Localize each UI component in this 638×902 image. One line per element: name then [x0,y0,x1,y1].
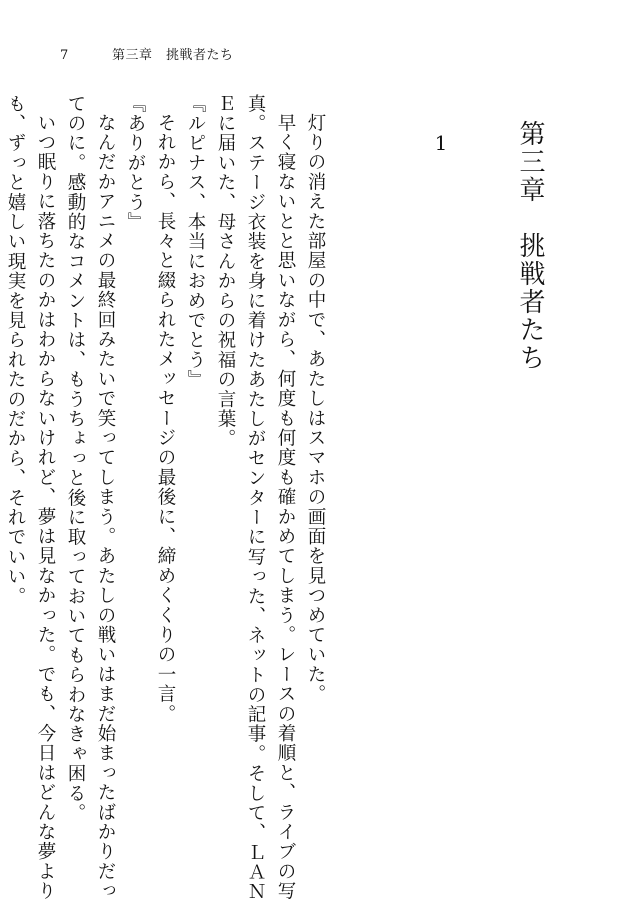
body-text [0,94,330,902]
running-head: 第三章 挑戦者たち [112,48,234,63]
body-line: いつ眠りに落ちたのかはわからないけれど、夢は見なかった。でも、今日はどんな夢より [35,112,56,901]
section-number: 1 [434,131,448,155]
body-line: なんだかアニメの最終回みたいで笑ってしまう。あたしの戦いはまだ始まったばかりだっ [95,112,116,901]
chapter-title: 第三章 挑戦者たち [515,120,545,372]
body-line: てのに。感動的なコメントは、もうちょっと後に取っておいてもらわなきゃ困る。 [65,94,86,823]
body-line: 真。ステージ衣装を身に着けたあたしがセンターに写った、ネットの記事。そして、ＬＡＮ [245,94,266,902]
body-line: 早く寝ないとと思いながら、何度も何度も確かめてしまう。レースの着順と、ライブの写 [275,112,296,901]
body-line: 『ありがとう』 [125,94,146,232]
body-line: それから、長々と綴られたメッセージの最後に、締めくくりの一言。 [155,112,176,724]
page-number: 7 [60,48,69,63]
body-line: 『ルピナス、本当におめでとう』 [185,94,206,390]
body-line: 灯りの消えた部屋の中で、あたしはスマホの画面を見つめていた。 [305,112,326,704]
body-line: Ｅに届いた、母さんからの祝福の言葉。 [215,94,236,449]
body-line: も、ずっと嬉しい現実を見られたのだから、それでいい。 [5,94,26,607]
